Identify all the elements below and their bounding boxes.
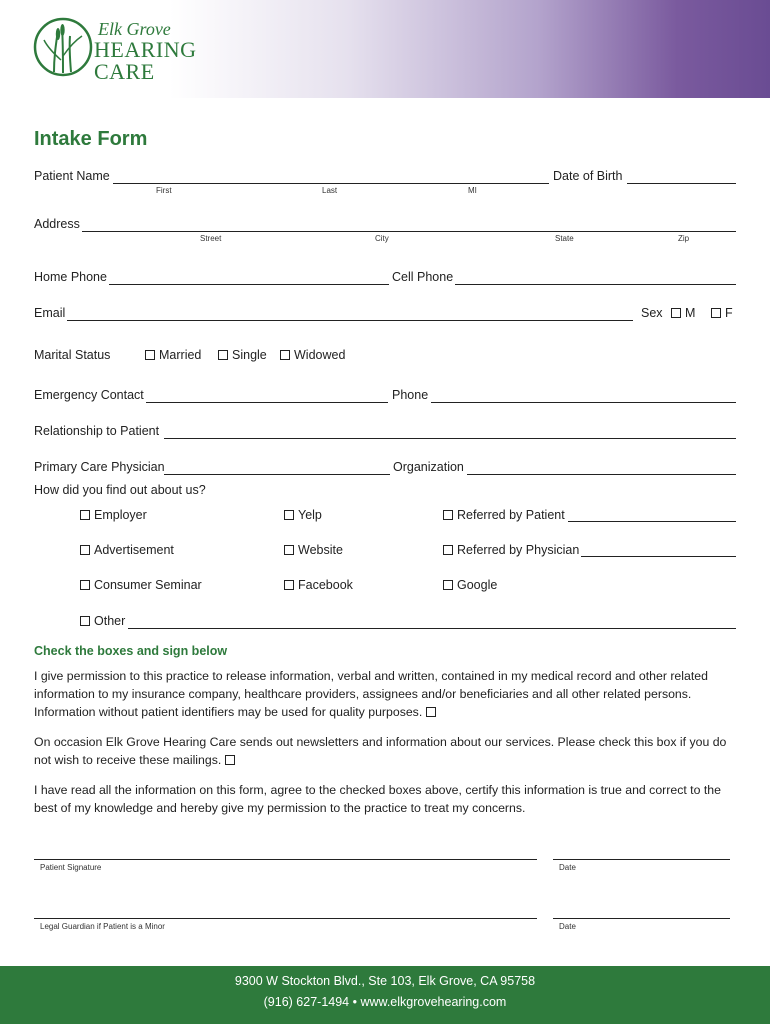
patient-signature-field[interactable] (34, 859, 537, 860)
referral-question: How did you find out about us? (34, 483, 206, 497)
checkbox-icon[interactable] (218, 350, 228, 360)
checkbox-icon[interactable] (284, 510, 294, 520)
guardian-signature-label: Legal Guardian if Patient is a Minor (40, 922, 165, 931)
relationship-label: Relationship to Patient (34, 424, 160, 438)
marital-status-label: Marital Status (34, 348, 111, 362)
street-sublabel: Street (200, 234, 222, 243)
patient-name-field[interactable] (113, 183, 549, 184)
checkbox-icon[interactable] (225, 755, 235, 765)
state-sublabel: State (555, 234, 574, 243)
referral-physician[interactable]: Referred by Physician (443, 543, 579, 557)
address-label: Address (34, 217, 80, 231)
sex-m-option[interactable]: M (671, 306, 695, 320)
consent-heading: Check the boxes and sign below (34, 644, 228, 658)
sex-f-option[interactable]: F (711, 306, 733, 320)
checkbox-icon[interactable] (80, 580, 90, 590)
email-label: Email (34, 306, 66, 320)
consent-paragraph-1: I give permission to this practice to release information, verbal and written, contained in my medical record and other related information to my insurance company, healthcare providers, assignees and/or beneficiaries and all other related persons. Information without patient identifiers may be used for quality purposes. (34, 669, 708, 719)
referral-patient[interactable]: Referred by Patient (443, 508, 565, 522)
checkbox-icon[interactable] (80, 545, 90, 555)
brand-logotype (94, 20, 197, 83)
referred-patient-field[interactable] (568, 521, 736, 522)
email-field[interactable] (67, 320, 633, 321)
checkbox-icon[interactable] (426, 707, 436, 717)
date-field-2[interactable] (553, 918, 730, 919)
referral-facebook[interactable]: Facebook (284, 578, 353, 592)
marital-married-option[interactable]: Married (145, 348, 201, 362)
checkbox-icon[interactable] (145, 350, 155, 360)
patient-signature-label: Patient Signature (40, 863, 102, 872)
marital-widowed-option[interactable]: Widowed (280, 348, 345, 362)
organization-field[interactable] (467, 474, 736, 475)
referral-website[interactable]: Website (284, 543, 343, 557)
organization-label: Organization (393, 460, 464, 474)
referral-google[interactable]: Google (443, 578, 497, 592)
checkbox-icon[interactable] (80, 616, 90, 626)
checkbox-icon[interactable] (80, 510, 90, 520)
address-field[interactable] (82, 231, 736, 232)
page-title: Intake Form (34, 128, 148, 150)
cattail-circle-icon (32, 16, 94, 83)
brand-line2: HEARING (94, 37, 197, 62)
brand-line1: Elk Grove (98, 19, 171, 39)
other-field[interactable] (128, 628, 736, 629)
emergency-phone-field[interactable] (431, 402, 736, 403)
checkbox-icon[interactable] (443, 580, 453, 590)
checkbox-icon[interactable] (280, 350, 290, 360)
brand-line3: CARE (94, 59, 155, 84)
footer-bar (0, 966, 770, 1024)
guardian-signature-field[interactable] (34, 918, 537, 919)
patient-name-label: Patient Name (34, 169, 110, 183)
date-label-1: Date (559, 863, 576, 872)
date-field-1[interactable] (553, 859, 730, 860)
home-phone-field[interactable] (109, 284, 389, 285)
mi-sublabel: MI (468, 186, 477, 195)
first-sublabel: First (156, 186, 172, 195)
referred-physician-field[interactable] (581, 556, 736, 557)
checkbox-icon[interactable] (443, 545, 453, 555)
referral-other[interactable]: Other (80, 614, 125, 628)
dob-field[interactable] (627, 183, 736, 184)
cell-phone-field[interactable] (455, 284, 736, 285)
home-phone-label: Home Phone (34, 270, 107, 284)
footer-address: 9300 W Stockton Blvd., Ste 103, Elk Grove, CA 95758 (234, 974, 536, 988)
emergency-contact-label: Emergency Contact (34, 388, 144, 402)
relationship-field[interactable] (164, 438, 736, 439)
referral-yelp[interactable]: Yelp (284, 508, 322, 522)
checkbox-icon[interactable] (284, 545, 294, 555)
last-sublabel: Last (322, 186, 338, 195)
checkbox-icon[interactable] (671, 308, 681, 318)
cell-phone-label: Cell Phone (392, 270, 454, 284)
sex-label: Sex (641, 306, 663, 320)
city-sublabel: City (375, 234, 389, 243)
emergency-contact-field[interactable] (146, 402, 388, 403)
referral-advertisement[interactable]: Advertisement (80, 543, 174, 557)
consent-paragraph-2: On occasion Elk Grove Hearing Care sends out newsletters and information about our services. Please check this box if you do not wish to receive these mailings. (34, 735, 727, 767)
pcp-field[interactable] (164, 474, 390, 475)
consent-paragraph-3: I have read all the information on this form, agree to the checked boxes above, certify this information is true and correct to the best of my knowledge and hereby give my permission to the practice to treat my concerns. (34, 783, 721, 815)
checkbox-icon[interactable] (711, 308, 721, 318)
pcp-label: Primary Care Physician (34, 460, 165, 474)
checkbox-icon[interactable] (443, 510, 453, 520)
checkbox-icon[interactable] (284, 580, 294, 590)
phone-label: Phone (392, 388, 429, 402)
dob-label: Date of Birth (553, 169, 623, 183)
date-label-2: Date (559, 922, 576, 931)
footer-contact: (916) 627-1494 • www.elkgrovehearing.com (263, 995, 507, 1009)
zip-sublabel: Zip (678, 234, 690, 243)
marital-single-option[interactable]: Single (218, 348, 267, 362)
referral-consumer-seminar[interactable]: Consumer Seminar (80, 578, 202, 592)
referral-employer[interactable]: Employer (80, 508, 147, 522)
